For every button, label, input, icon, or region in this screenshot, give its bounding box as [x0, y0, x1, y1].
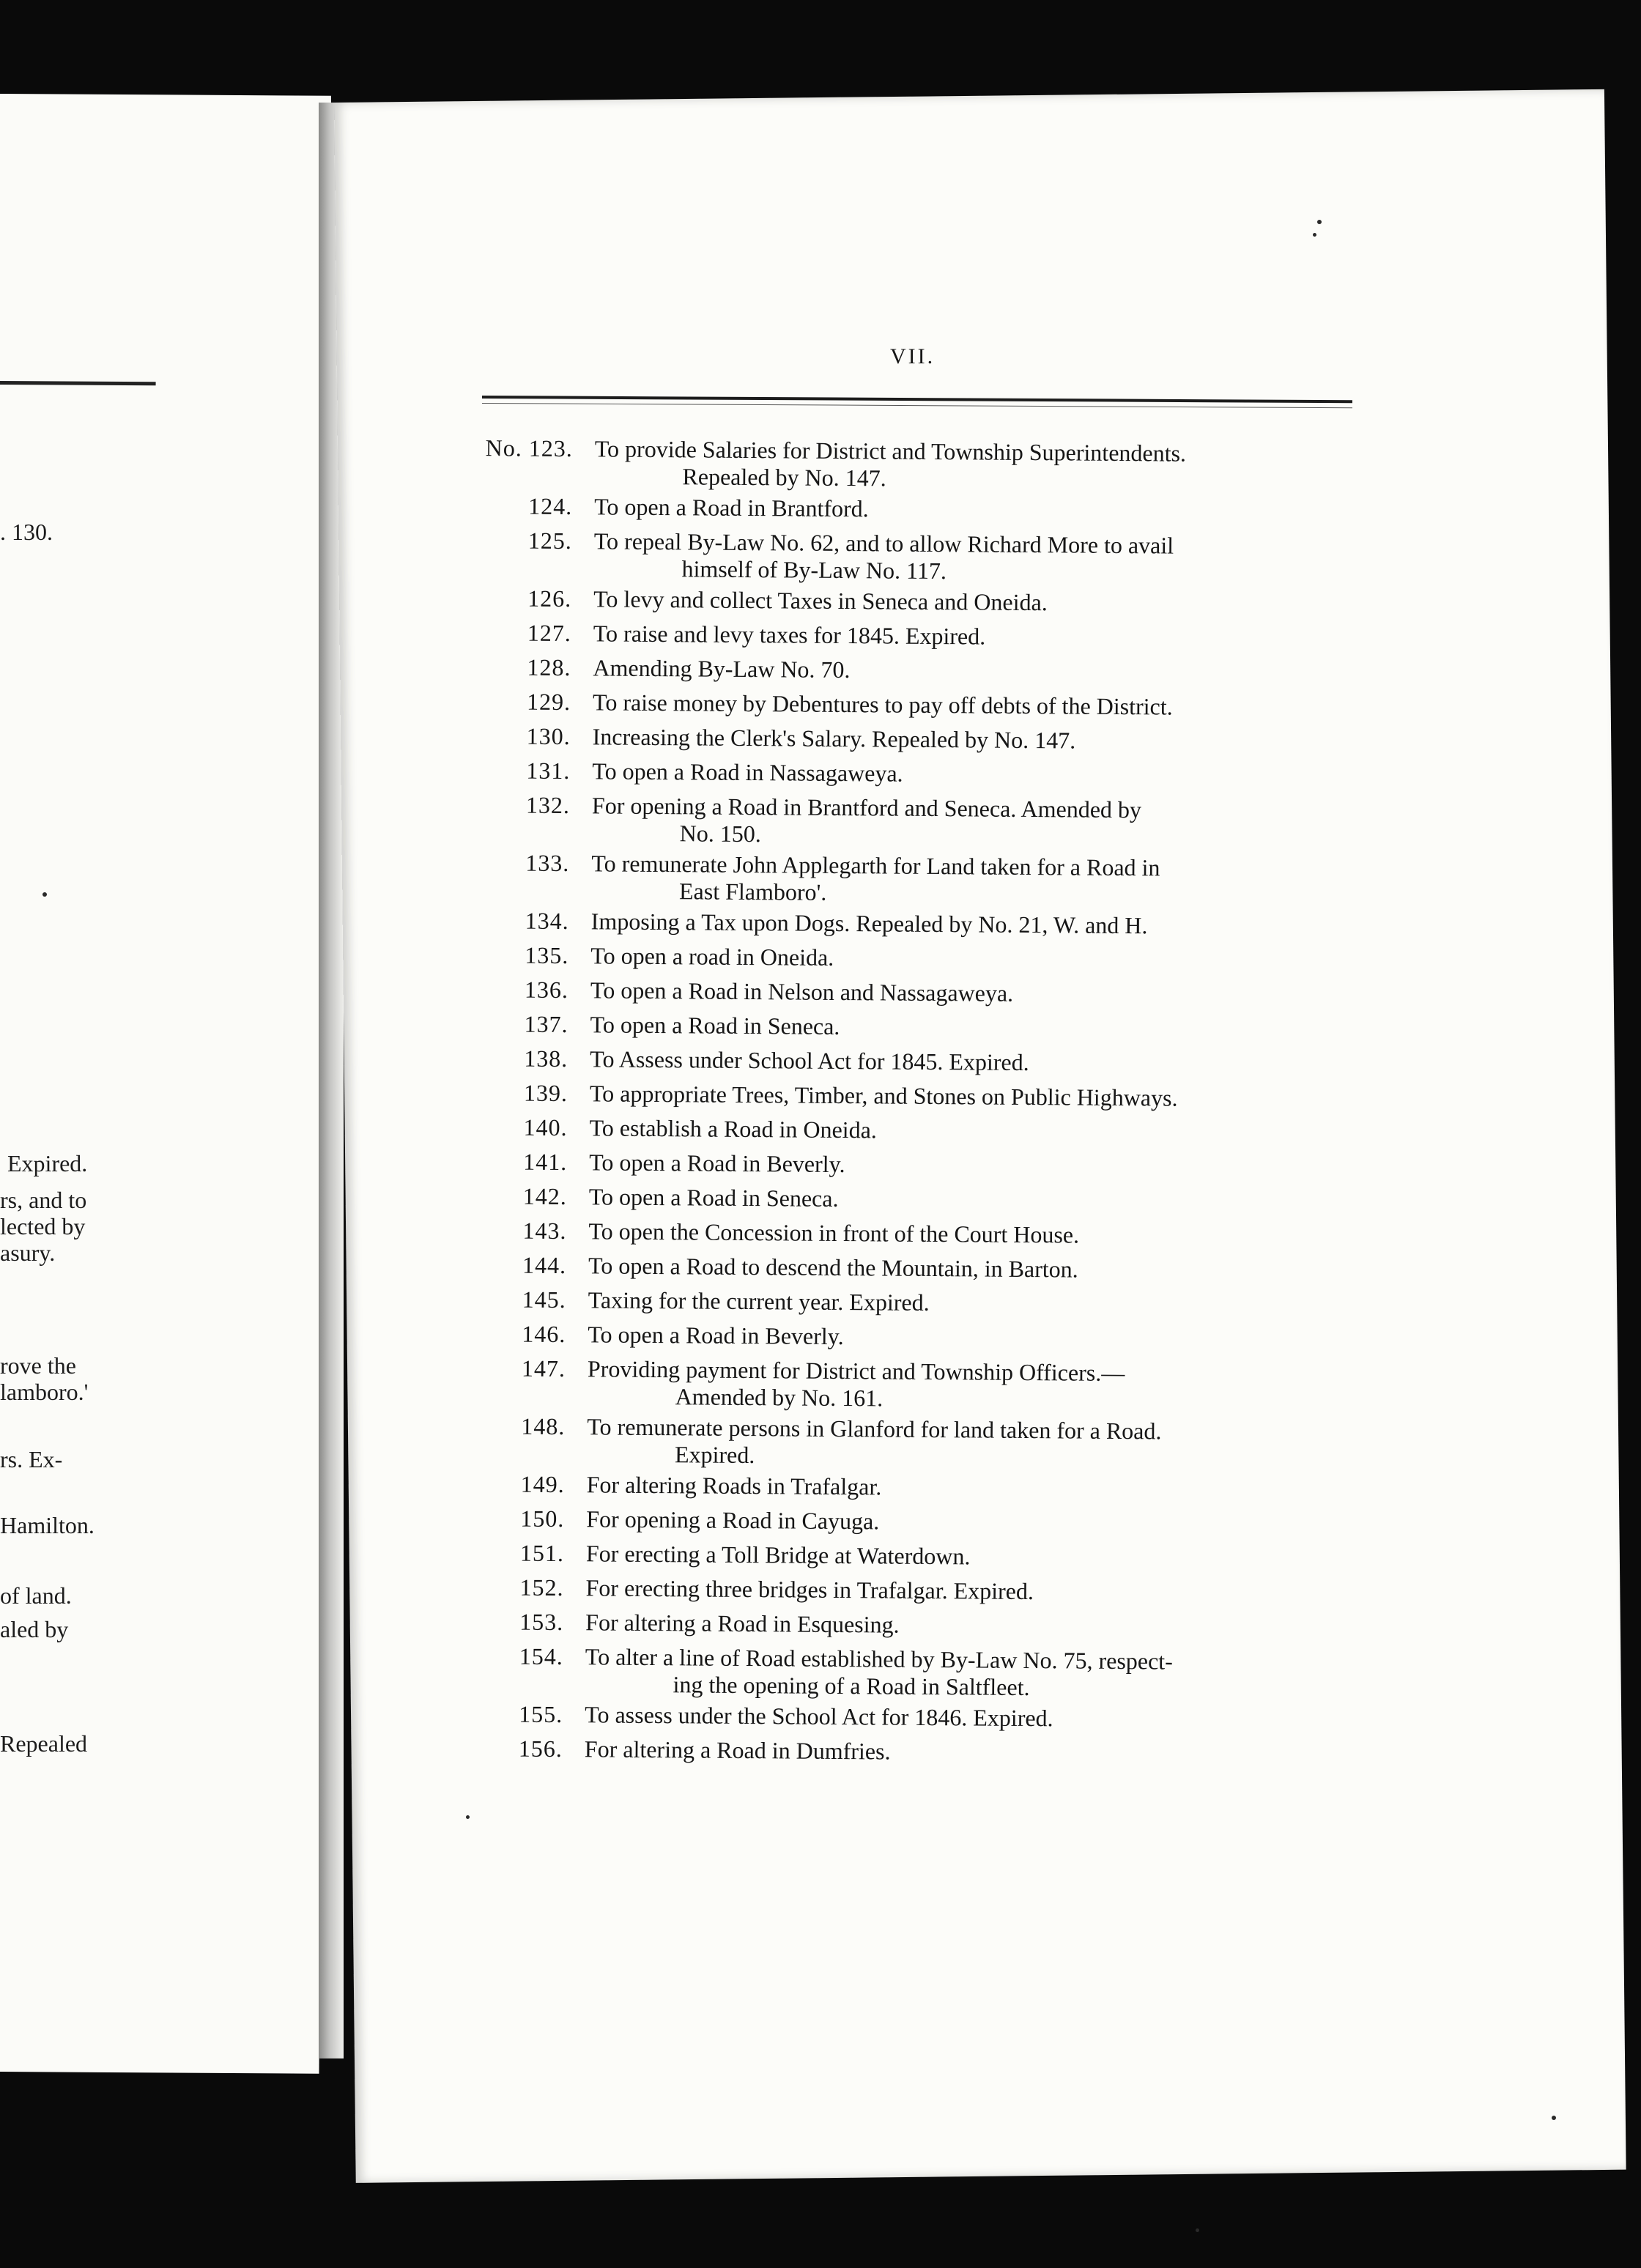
- by-law-title-line: Taxing for the current year. Expired.: [588, 1286, 930, 1316]
- by-law-title-line: For altering Roads in Trafalgar.: [586, 1471, 882, 1500]
- by-law-number: 127.: [527, 619, 571, 647]
- by-law-note-line: No. 150.: [679, 820, 761, 848]
- by-law-title-line: Imposing a Tax upon Dogs. Repealed by No. 21, W. and H.: [590, 908, 1148, 939]
- paper-speck: [466, 1815, 470, 1819]
- by-law-description: [585, 1639, 1368, 1703]
- by-law-title-line: To remunerate John Applegarth for Land taken for a Road in: [591, 850, 1160, 881]
- by-law-description: [589, 1179, 1371, 1220]
- by-law-description: [585, 1605, 1368, 1645]
- by-law-title-line: To levy and collect Taxes in Seneca and Oneida.: [593, 585, 1048, 616]
- by-law-number: 130.: [526, 722, 571, 750]
- by-law-note-line: Repealed by No. 147.: [682, 463, 886, 492]
- by-law-description: [588, 1214, 1371, 1254]
- by-law-number: 129.: [526, 688, 571, 716]
- by-law-description: [589, 1111, 1371, 1151]
- by-law-description: [591, 904, 1374, 944]
- by-law-description: [593, 524, 1377, 588]
- by-law-title-line: To open a Road in Beverly.: [589, 1149, 845, 1178]
- by-law-number: No. 123.: [485, 434, 573, 462]
- by-law-title-line: To open a Road in Nassagaweya.: [592, 757, 903, 787]
- by-law-note-line: himself of By-Law No. 117.: [681, 555, 947, 585]
- by-law-note-line: Expired.: [674, 1441, 755, 1469]
- by-law-number: 154.: [519, 1642, 564, 1670]
- by-law-description: [592, 754, 1374, 794]
- by-law-number: 135.: [525, 941, 569, 969]
- by-law-title-line: To establish a Road in Oneida.: [589, 1114, 878, 1144]
- by-law-entry: [461, 1409, 1370, 1474]
- by-law-description: [588, 1283, 1370, 1323]
- by-law-number: 155.: [519, 1700, 563, 1728]
- by-law-description: [590, 1007, 1372, 1048]
- by-law-description: [591, 846, 1374, 910]
- by-law-entry: [468, 431, 1377, 496]
- by-law-title-line: To Assess under School Act for 1845. Expired.: [590, 1045, 1029, 1076]
- by-law-description: [594, 489, 1377, 530]
- by-law-list: [459, 431, 1377, 1773]
- left-fragment: rove the: [0, 1352, 76, 1379]
- by-law-title-line: For erecting a Toll Bridge at Waterdown.: [585, 1540, 971, 1570]
- by-law-description: [590, 1076, 1372, 1116]
- paper-speck: [1196, 2228, 1199, 2232]
- paper-speck: [1313, 233, 1316, 237]
- by-law-description: [589, 1145, 1371, 1185]
- by-law-description: [585, 1697, 1367, 1738]
- by-law-description: [593, 651, 1375, 691]
- by-law-description: [587, 1467, 1369, 1508]
- by-law-description: [590, 938, 1373, 979]
- left-fragment: . 130.: [0, 519, 53, 545]
- by-law-title-line: For altering a Road in Esquesing.: [585, 1609, 900, 1638]
- by-law-entry: [459, 1731, 1367, 1773]
- by-law-description: [588, 1352, 1371, 1415]
- by-law-description: [585, 1732, 1367, 1772]
- by-law-title-line: To repeal By-Law No. 62, and to allow Richard More to avail: [593, 527, 1174, 559]
- page-number: VII.: [890, 344, 936, 368]
- by-law-description: [588, 1248, 1371, 1289]
- by-law-number: 141.: [523, 1148, 568, 1176]
- by-law-title-line: Providing payment for District and Township Officers.—: [587, 1355, 1125, 1387]
- by-law-number: 142.: [522, 1182, 567, 1210]
- by-law-number: 147.: [521, 1354, 566, 1382]
- left-fragment: Hamilton.: [0, 1512, 95, 1538]
- by-law-entry: [467, 523, 1377, 588]
- paper-speck: [1552, 2116, 1556, 2120]
- by-law-number: 134.: [525, 907, 569, 935]
- by-law-title-line: To open a road in Oneida.: [590, 942, 834, 971]
- by-law-title-line: To appropriate Trees, Timber, and Stones on Public Highways.: [589, 1080, 1178, 1111]
- by-law-note-line: East Flamboro'.: [678, 878, 827, 905]
- by-law-description: [588, 1317, 1370, 1357]
- by-law-number: 143.: [522, 1217, 567, 1245]
- by-law-number: 139.: [523, 1079, 568, 1107]
- by-law-entry: [466, 788, 1375, 853]
- by-law-note-line: Amended by No. 161.: [675, 1383, 884, 1412]
- by-law-title-line: To remunerate persons in Glanford for land taken for a Road.: [587, 1413, 1162, 1445]
- by-law-description: [593, 616, 1376, 656]
- left-fragment: rs. Ex-: [0, 1446, 63, 1472]
- by-law-title-line: To raise and levy taxes for 1845. Expired.: [593, 620, 986, 650]
- by-law-description: [593, 719, 1375, 760]
- by-law-number: 136.: [524, 976, 569, 1004]
- left-fragment: lected by: [0, 1213, 86, 1239]
- by-law-title-line: To open a Road to descend the Mountain, in Barton.: [588, 1252, 1078, 1283]
- by-law-title-line: To raise money by Debentures to pay off debts of the District.: [592, 689, 1173, 720]
- by-law-number: 140.: [523, 1113, 568, 1141]
- by-law-number: 156.: [518, 1735, 563, 1763]
- by-law-number: 150.: [520, 1505, 565, 1533]
- by-law-description: [585, 1571, 1368, 1611]
- by-law-title-line: To alter a line of Road established by By-Law No. 75, respect-: [585, 1643, 1173, 1675]
- by-law-description: [590, 1042, 1372, 1082]
- by-law-title-line: Increasing the Clerk's Salary. Repealed by No. 147.: [592, 723, 1076, 754]
- left-fragment: asury.: [0, 1239, 56, 1266]
- by-law-number: 126.: [527, 585, 572, 612]
- left-fragment: Expired.: [7, 1150, 88, 1176]
- left-fragment: lamboro.': [0, 1379, 89, 1405]
- by-law-description: [593, 582, 1376, 622]
- by-law-note-line: ing the opening of a Road in Saltfleet.: [673, 1671, 1030, 1701]
- by-law-number: 146.: [522, 1320, 566, 1348]
- by-law-number: 125.: [527, 527, 572, 555]
- by-law-number: 133.: [525, 849, 570, 877]
- by-law-number: 138.: [524, 1045, 568, 1072]
- by-law-entry: [465, 845, 1374, 911]
- by-law-entry: [462, 1351, 1371, 1416]
- by-law-title-line: To open a Road in Beverly.: [588, 1321, 844, 1350]
- by-law-description: [594, 431, 1377, 495]
- by-law-title-line: To open the Concession in front of the Court House.: [588, 1218, 1080, 1248]
- by-law-number: 149.: [520, 1470, 565, 1498]
- left-page-rule: [0, 381, 156, 385]
- by-law-title-line: To provide Salaries for District and Township Superintendents.: [594, 435, 1187, 467]
- by-law-title-line: To open a Road in Brantford.: [594, 493, 869, 522]
- by-law-number: 153.: [519, 1608, 564, 1636]
- by-law-number: 124.: [528, 492, 573, 520]
- by-law-title-line: For altering a Road in Dumfries.: [584, 1735, 891, 1765]
- by-law-description: [593, 685, 1375, 725]
- by-law-number: 144.: [522, 1251, 567, 1279]
- by-law-number: 128.: [527, 653, 571, 681]
- by-law-description: [586, 1502, 1368, 1542]
- left-fragment: aled by: [0, 1616, 69, 1642]
- by-law-title-line: For opening a Road in Cayuga.: [586, 1505, 880, 1535]
- left-fragment: Repealed: [0, 1730, 88, 1757]
- by-law-description: [590, 973, 1373, 1013]
- paper-speck: [1317, 220, 1322, 224]
- left-fragment: rs, and to: [0, 1187, 87, 1213]
- by-law-number: 132.: [525, 791, 571, 819]
- by-law-description: [586, 1536, 1368, 1576]
- by-law-number: 151.: [519, 1539, 565, 1567]
- by-law-number: 152.: [519, 1574, 564, 1601]
- by-law-title-line: To assess under the School Act for 1846. Expired.: [585, 1701, 1053, 1732]
- by-law-number: 148.: [521, 1412, 566, 1440]
- by-law-title-line: Amending By-Law No. 70.: [593, 654, 851, 683]
- by-law-number: 145.: [522, 1286, 566, 1313]
- by-law-title-line: To open a Road in Seneca.: [588, 1183, 839, 1212]
- by-law-title-line: To open a Road in Nelson and Nassagaweya.: [590, 976, 1014, 1007]
- by-law-title-line: For opening a Road in Brantford and Seneca. Amended by: [591, 792, 1142, 823]
- by-law-title-line: For erecting three bridges in Trafalgar. Expired.: [585, 1574, 1034, 1605]
- left-fragment: of land.: [0, 1582, 72, 1609]
- by-law-description: [587, 1409, 1370, 1473]
- by-law-number: 137.: [524, 1010, 568, 1038]
- left-page: [0, 94, 331, 2074]
- by-law-title-line: To open a Road in Seneca.: [590, 1011, 840, 1040]
- by-law-description: [592, 788, 1375, 852]
- by-law-number: 131.: [526, 757, 571, 785]
- by-law-entry: [459, 1639, 1368, 1704]
- paper-speck: [42, 892, 47, 897]
